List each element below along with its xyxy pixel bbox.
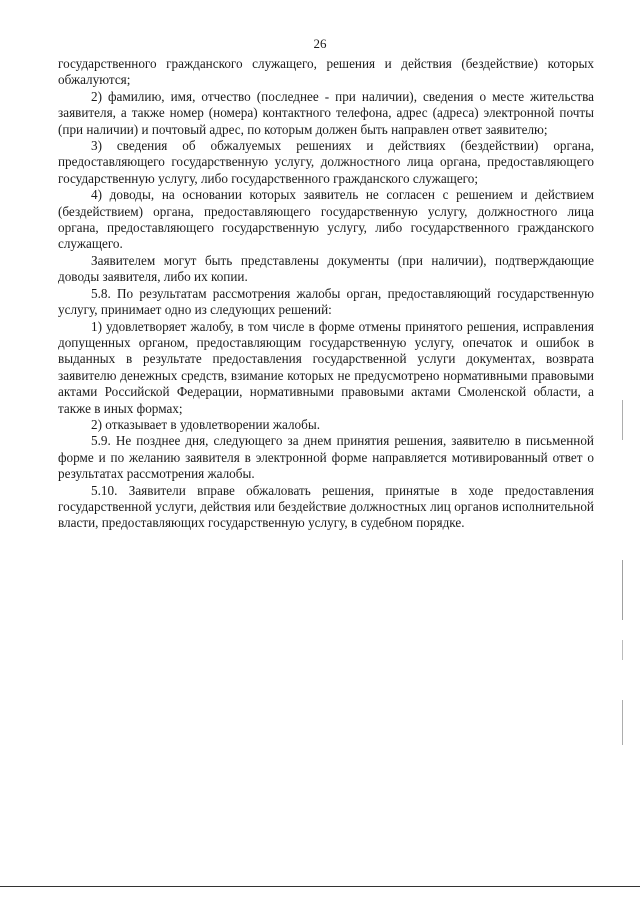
scan-edge-mark: [622, 700, 623, 745]
paragraph-decision-2: 2) отказывает в удовлетворении жалобы.: [91, 416, 321, 432]
scan-edge-mark: [622, 400, 623, 440]
document-body: [58, 56, 594, 532]
paragraph-5-8: 5.8. По результатам рассмотрения жалобы орган, предоставляющий государственную услугу, принимает одно из следующих решений:: [58, 285, 594, 318]
paragraph-5-9: 5.9. Не позднее дня, следующего за днем принятия решения, заявителю в письменной форме и по желанию заявителя в электронной форме направляется мотивированный ответ о результатах рассмотрения жалобы.: [58, 433, 594, 482]
scan-edge-mark: [622, 560, 623, 620]
paragraph-item-2: 2) фамилию, имя, отчество (последнее - при наличии), сведения о месте жительства заявителя, а также номер (номера) контактного телефона, адрес (адреса) электронной почты (при наличии) и почтовый адрес, по которым должен быть направлен ответ заявителю;: [58, 88, 594, 137]
paragraph-item-3: 3) сведения об обжалуемых решениях и действиях (бездействии) органа, предоставляющего государственную услугу, должностного лица органа, предоставляющего государственную услугу, либо государственного гражданского служащего;: [58, 138, 594, 186]
paragraph-decision-1: 1) удовлетворяет жалобу, в том числе в форме отмены принятого решения, исправления допущенных органом, предоставляющим государственную услугу, опечаток и ошибок в выданных в результате предоставления государственной услуги документах, возврата заявителю денежных средств, взимание которых не предусмотрено нормативными правовыми актами Российской Федерации, нормативными правовыми актами Смоленской области, а также в иных формах;: [58, 318, 594, 416]
page-number: 26: [313, 36, 327, 51]
paragraph-item-4: 4) доводы, на основании которых заявитель не согласен с решением и действием (бездействием) органа, предоставляющего государственную услугу, должностного лица органа, предоставляющего государственную услугу, либо государственного гражданского служащего.: [58, 187, 594, 252]
paragraph-continuation: государственного гражданского служащего, решения и действия (бездействие) которых обжалуются;: [58, 56, 594, 88]
paragraph-5-10: 5.10. Заявители вправе обжаловать решения, принятые в ходе предоставления государственной услуги, действия или бездействие должностных лиц органов исполнительной власти, предоставляющих государственную услугу, в судебном порядке.: [58, 482, 594, 531]
scan-edge-mark: [622, 640, 623, 660]
paragraph-documents: Заявителем могут быть представлены документы (при наличии), подтверждающие доводы заявителя, либо их копии.: [58, 252, 594, 285]
page-bottom-rule: [0, 886, 640, 887]
